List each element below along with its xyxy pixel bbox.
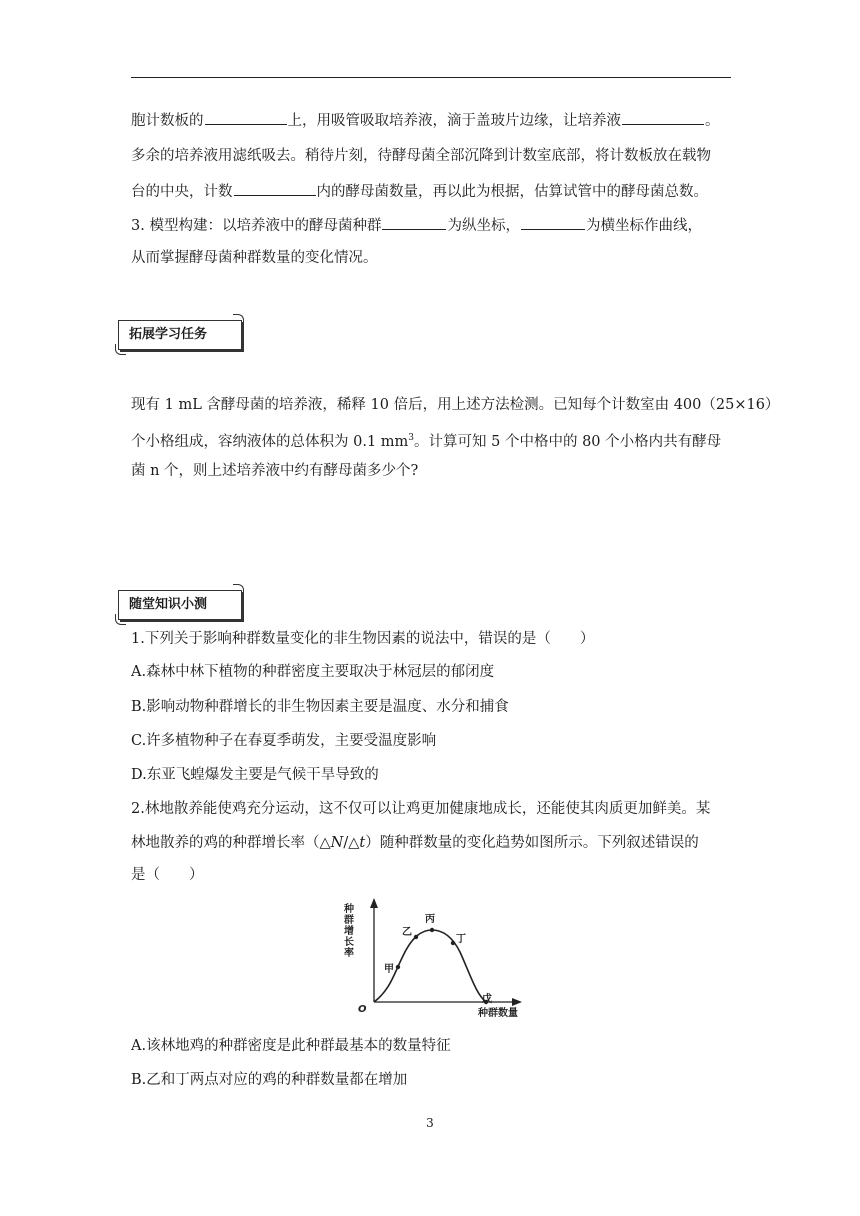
fill-blank[interactable] [205, 110, 287, 125]
text: t [359, 835, 366, 851]
scroll-decoration [115, 344, 126, 355]
q1-option-c[interactable]: C.许多植物种子在春夏季萌发，主要受温度影响 [131, 733, 437, 749]
q1-option-d[interactable]: D.东亚飞蝗爆发主要是气候干旱导致的 [131, 767, 379, 783]
text: 。 [705, 113, 720, 129]
y-axis-label-char: 增 [344, 926, 354, 937]
section-header-quiz [118, 584, 244, 624]
intro-line-4 [131, 215, 702, 236]
section-title: 拓展学习任务 [118, 320, 242, 350]
scroll-decoration [233, 584, 244, 597]
text: 。计算可知 5 个中格中的 80 个小格内共有酵母 [414, 434, 722, 450]
intro-line-3 [131, 181, 708, 202]
point-ding [451, 941, 455, 945]
q2-option-b[interactable]: B.乙和丁两点对应的鸡的种群数量都在增加 [131, 1072, 408, 1088]
origin-label: O [358, 1004, 367, 1015]
text: 内的酵母菌数量，再以此为根据，估算试管中的酵母菌总数。 [316, 184, 708, 200]
q1-option-b[interactable]: B.影响动物种群增长的非生物因素主要是温度、水分和捕食 [131, 699, 509, 715]
text: 个小格组成，容纳液体的总体积为 0.1 mm [131, 434, 409, 450]
y-axis-label-char: 长 [344, 937, 354, 948]
q2-option-a[interactable]: A.该林地鸡的种群密度是此种群最基本的数量特征 [131, 1038, 451, 1054]
header-rule [131, 77, 731, 78]
text: 林地散养的鸡的种群增长率（△ [131, 835, 331, 851]
y-axis-label-char: 率 [344, 948, 354, 959]
text: 为纵坐标， [447, 218, 520, 234]
intro-line-2: 多余的培养液用滤纸吸去。稍待片刻，待酵母菌全部沉降到计数室底部，将计数板放在载物 [131, 148, 711, 164]
point-label-jia: 甲 [384, 964, 394, 975]
x-axis-arrow [512, 998, 522, 1006]
extend-line-2 [131, 428, 721, 452]
scroll-decoration [115, 614, 126, 625]
point-yi [414, 935, 418, 939]
fill-blank[interactable] [521, 215, 585, 230]
fill-blank[interactable] [622, 110, 704, 125]
superscript: 3 [408, 433, 415, 443]
point-label-yi: 乙 [402, 927, 412, 938]
text: /△ [343, 835, 360, 851]
point-label-ding: 丁 [456, 934, 466, 945]
point-bing [430, 928, 434, 932]
y-axis-label [343, 902, 354, 959]
x-axis-label: 种群数量 [478, 1008, 518, 1019]
scroll-decoration [233, 314, 244, 327]
y-axis-arrow [370, 898, 378, 908]
extend-line-3: 菌 n 个，则上述培养液中约有酵母菌多少个? [131, 463, 419, 479]
fill-blank[interactable] [382, 215, 446, 230]
page-number: 3 [426, 1116, 434, 1130]
question-2-line-3: 是（ ） [131, 867, 204, 883]
text: N [330, 835, 344, 851]
section-title: 随堂知识小测 [118, 590, 242, 620]
section-header-extend [118, 314, 244, 354]
text: ）随种群数量的变化趋势如图所示。下列叙述错误的 [365, 835, 699, 851]
question-2-line-2 [131, 833, 699, 853]
text: 为横坐标作曲线， [585, 218, 702, 234]
point-label-bing: 丙 [425, 914, 435, 925]
fill-blank[interactable] [234, 181, 316, 196]
question-1: 1.下列关于影响种群数量变化的非生物因素的说法中，错误的是（ ） [131, 631, 595, 647]
q1-option-a[interactable]: A.森林中林下植物的种群密度主要取决于林冠层的郁闭度 [131, 664, 495, 680]
text: 胞计数板的 [131, 113, 204, 129]
intro-line-1 [131, 110, 720, 131]
text: 台的中央，计数 [131, 184, 233, 200]
point-label-wu: 戊 [482, 994, 492, 1005]
question-2-line-1: 2.林地散养能使鸡充分运动，这不仅可以让鸡更加健康地成长，还能使其肉质更加鲜美。某 [131, 801, 711, 817]
y-axis-label-char: 种 [344, 904, 354, 915]
extend-line-1: 现有 1 mL 含酵母菌的培养液，稀释 10 倍后，用上述方法检测。已知每个计数室由 400（25×16） [131, 397, 780, 413]
intro-line-5: 从而掌握酵母菌种群数量的变化情况。 [131, 250, 378, 266]
y-axis-label-char: 群 [344, 915, 354, 926]
text: 3. 模型构建：以培养液中的酵母菌种群 [131, 218, 382, 234]
text: 上，用吸管吸取培养液，滴于盖玻片边缘，让培养液 [287, 113, 621, 129]
growth-rate-chart [330, 890, 530, 1020]
point-jia [396, 965, 400, 969]
